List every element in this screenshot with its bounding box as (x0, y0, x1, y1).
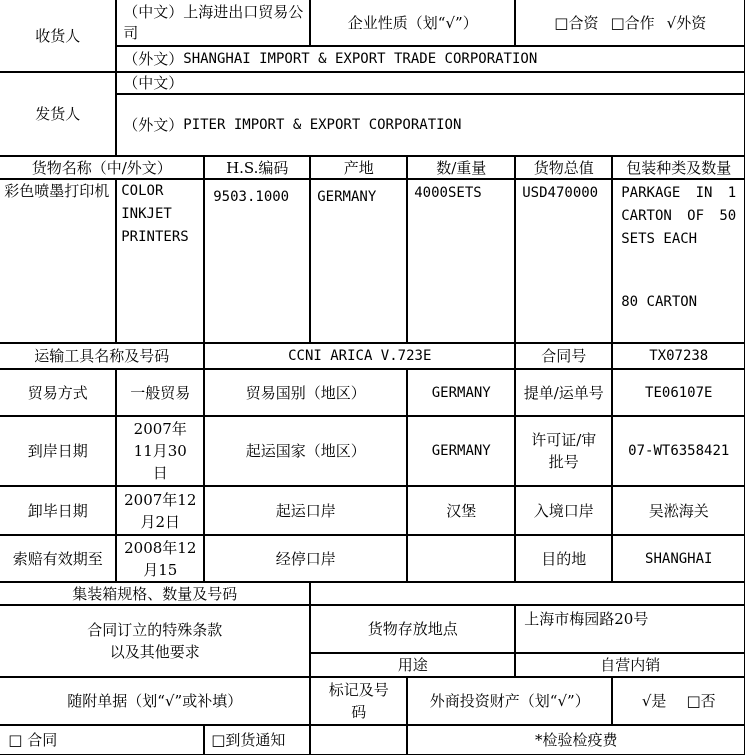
claim-period-value: 2008年12月15 (116, 535, 204, 582)
foreign-investment-no[interactable]: □否 (686, 692, 716, 711)
doc-contract-checkbox[interactable]: □ 合同 (0, 725, 204, 755)
via-port-label: 经停口岸 (204, 535, 407, 582)
attached-docs-label: 随附单据（划“√”或补填） (0, 677, 310, 725)
container-label: 集装箱规格、数量及号码 (0, 582, 310, 605)
goods-name-cn: 彩色喷墨打印机 (0, 179, 116, 343)
consignee-en-row (116, 46, 745, 72)
goods-hs: 9503.1000 (204, 179, 310, 343)
consignor-label: 发货人 (0, 72, 116, 156)
claim-period-label: 索赔有效期至 (0, 535, 116, 582)
storage-location-value: 上海市梅园路20号 (515, 605, 745, 653)
quarantine-fee: *检验检疫费 (407, 725, 745, 755)
goods-pack (612, 179, 745, 343)
goods-header-name: 货物名称（中/外文） (0, 156, 204, 179)
foreign-investment-yes[interactable]: √是 (641, 692, 667, 711)
goods-pack-line1: PARKAGE IN 1 CARTON OF 50 SETS EACH (621, 185, 737, 248)
departure-country-value: GERMANY (407, 416, 515, 486)
consignee-en-name: SHANGHAI IMPORT & EXPORT TRADE CORPORATION (183, 51, 538, 68)
marks-label: 标记及号码 (310, 677, 407, 725)
consignee-en-prefix: （外文） (123, 50, 184, 69)
permit-value: 07-WT6358421 (612, 416, 745, 486)
goods-name-en: COLOR INKJET PRINTERS (116, 179, 204, 343)
consignor-en-prefix: （外文） (123, 116, 184, 135)
special-terms-line1: 合同订立的特殊条款 (87, 621, 223, 640)
enterprise-nature-label: 企业性质（划“√”） (310, 0, 515, 46)
container-value (310, 582, 745, 605)
consignor-en-name: PITER IMPORT & EXPORT CORPORATION (183, 117, 462, 134)
usage-value: 自营内销 (515, 653, 745, 677)
doc-arrival-notice-checkbox[interactable]: □到货通知 (204, 725, 310, 755)
goods-header-hs: H.S.编码 (204, 156, 310, 179)
consignor-en-row (116, 94, 745, 156)
arrival-date-value: 2007年11月30日 (116, 416, 204, 486)
transport-label: 运输工具名称及号码 (0, 343, 204, 369)
goods-header-pack: 包装种类及数量 (612, 156, 745, 179)
special-terms-label (0, 605, 310, 677)
foreign-investment-label: 外商投资财产（划“√”） (407, 677, 612, 725)
entry-port-label: 入境口岸 (515, 486, 612, 535)
departure-port-value: 汉堡 (407, 486, 515, 535)
goods-header-qty: 数/重量 (407, 156, 515, 179)
goods-pack-line2: 80 CARTON (621, 294, 698, 311)
via-port-value (407, 535, 515, 582)
destination-label: 目的地 (515, 535, 612, 582)
enterprise-nature-joint[interactable]: □合资 (554, 13, 599, 32)
foreign-investment-options (612, 677, 745, 725)
goods-qty: 4000SETS (407, 179, 515, 343)
consignee-cn-name: （中文）上海进出口贸易公司 (116, 0, 310, 46)
marks-value (310, 725, 407, 755)
arrival-date-label: 到岸日期 (0, 416, 116, 486)
storage-location-label: 货物存放地点 (310, 605, 515, 653)
departure-country-label: 起运国家（地区） (204, 416, 407, 486)
enterprise-nature-coop[interactable]: □合作 (610, 13, 655, 32)
trade-mode-value: 一般贸易 (116, 369, 204, 416)
permit-label: 许可证/审批号 (515, 416, 612, 486)
contract-no-label: 合同号 (515, 343, 612, 369)
departure-port-label: 起运口岸 (204, 486, 407, 535)
goods-origin: GERMANY (310, 179, 407, 343)
unload-date-label: 卸毕日期 (0, 486, 116, 535)
bill-of-lading-label: 提单/运单号 (515, 369, 612, 416)
unload-date-value: 2007年12月2日 (116, 486, 204, 535)
enterprise-nature-options (515, 0, 745, 46)
consignor-cn: （中文） (116, 72, 745, 94)
transport-value: CCNI ARICA V.723E (204, 343, 515, 369)
destination-value: SHANGHAI (612, 535, 745, 582)
goods-value: USD470000 (515, 179, 612, 343)
bill-of-lading-value: TE06107E (612, 369, 745, 416)
special-terms-line2: 以及其他要求 (109, 643, 200, 662)
consignee-label: 收货人 (0, 0, 116, 72)
trade-country-value: GERMANY (407, 369, 515, 416)
trade-country-label: 贸易国别（地区） (204, 369, 407, 416)
goods-header-origin: 产地 (310, 156, 407, 179)
trade-mode-label: 贸易方式 (0, 369, 116, 416)
enterprise-nature-foreign[interactable]: √外资 (666, 13, 707, 32)
usage-label: 用途 (310, 653, 515, 677)
goods-header-value: 货物总值 (515, 156, 612, 179)
contract-no-value: TX07238 (612, 343, 745, 369)
entry-port-value: 吴淞海关 (612, 486, 745, 535)
